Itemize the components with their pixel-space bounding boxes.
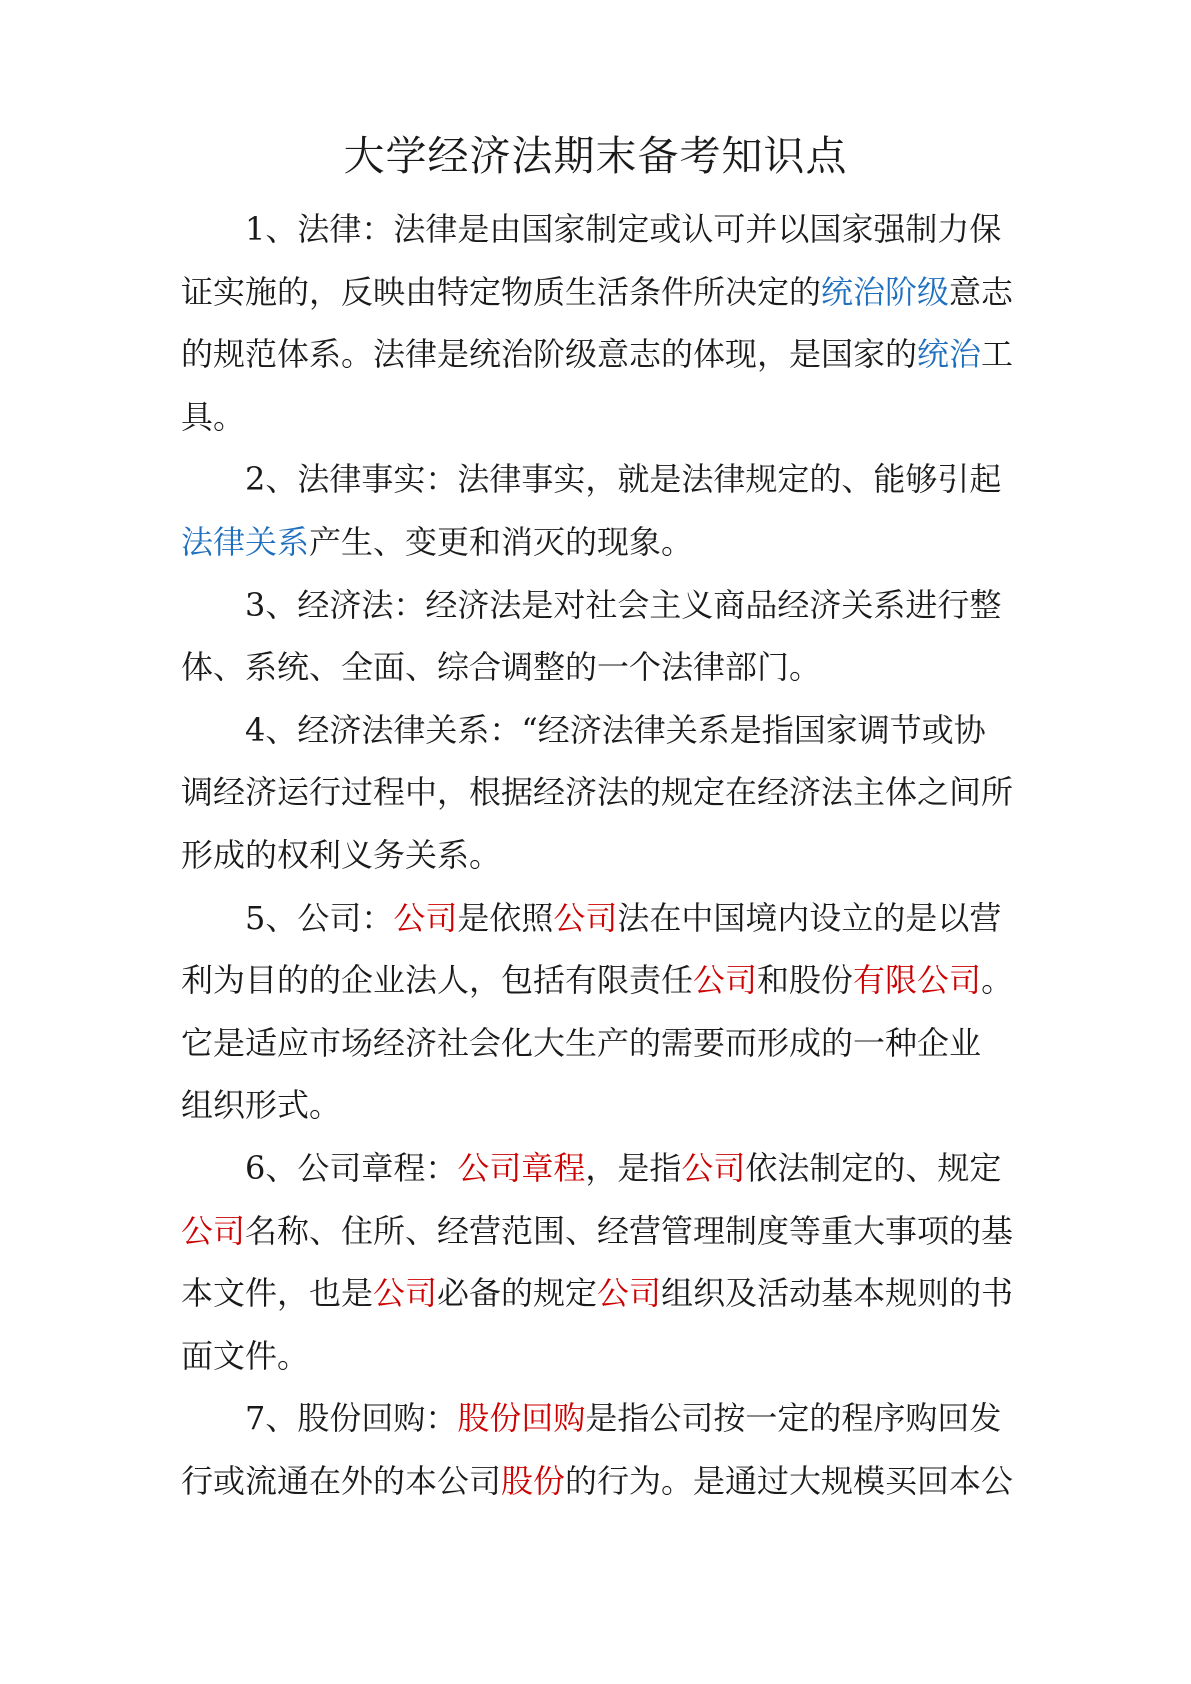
text-line xyxy=(181,1074,1031,1137)
text-segment: 6、公司章程： xyxy=(245,1148,458,1187)
text-segment: 依法制定的、规定 xyxy=(745,1148,1002,1187)
highlighted-term: 统治 xyxy=(917,335,982,374)
highlighted-term: 股份回购 xyxy=(457,1399,586,1438)
text-line xyxy=(181,761,1031,824)
highlighted-term: 公司 xyxy=(373,1274,438,1313)
text-segment: 形成的权利义务关系。 xyxy=(181,835,502,874)
paragraph xyxy=(181,198,1031,448)
text-line xyxy=(181,323,1031,386)
text-segment: 1、法律：法律是由国家制定或认可并以国家强制力保 xyxy=(245,210,1002,248)
text-segment: 证实施的，反映由特定物质生活条件所决定的 xyxy=(181,272,822,311)
text-segment: 利为目的的企业法人，包括有限责任 xyxy=(181,961,694,1000)
text-segment: 4、经济法律关系：“经济法律关系是指国家调节或协 xyxy=(245,710,986,749)
highlighted-term: 股份 xyxy=(501,1461,566,1500)
text-line xyxy=(181,636,1031,699)
text-segment: 必备的规定 xyxy=(437,1274,598,1313)
text-segment: 工 xyxy=(981,335,1014,374)
highlighted-term: 公司 xyxy=(553,898,618,937)
text-line xyxy=(181,699,1031,762)
text-line xyxy=(181,1137,1031,1200)
text-segment: 法在中国境内设立的是以营 xyxy=(617,898,1002,937)
text-line xyxy=(181,824,1031,887)
text-segment: 组织形式。 xyxy=(181,1086,342,1125)
text-segment: 面文件。 xyxy=(181,1336,310,1375)
text-segment: 3、经济法：经济法是对社会主义商品经济关系进行整 xyxy=(245,585,1002,624)
text-line xyxy=(181,261,1031,324)
text-segment: 的行为。是通过大规模买回本公 xyxy=(565,1461,1014,1500)
text-segment: 调经济运行过程中，根据经济法的规定在经济法主体之间所 xyxy=(181,773,1014,812)
highlighted-term: 公司 xyxy=(693,961,758,1000)
text-segment: 是依照 xyxy=(457,898,554,937)
text-segment: 意志 xyxy=(949,272,1014,311)
highlighted-term: 公司 xyxy=(597,1274,662,1313)
text-segment: 和股份 xyxy=(757,961,854,1000)
highlighted-term: 法律关系 xyxy=(181,522,310,561)
highlighted-term: 公司 xyxy=(681,1148,746,1187)
paragraph xyxy=(181,1387,1031,1512)
text-line xyxy=(181,1012,1031,1075)
text-line xyxy=(181,448,1031,511)
text-segment: 它是适应市场经济社会化大生产的需要而形成的一种企业 xyxy=(181,1023,982,1062)
highlighted-term: 有限公司 xyxy=(853,961,982,1000)
highlighted-term: 公司 xyxy=(181,1211,246,1250)
text-segment: 产生、变更和消灭的现象。 xyxy=(309,522,694,561)
document-body xyxy=(181,198,1031,1512)
text-line xyxy=(181,1387,1031,1450)
text-line xyxy=(181,1450,1031,1513)
text-segment: 2、法律事实：法律事实，就是法律规定的、能够引起 xyxy=(245,460,1002,499)
text-line xyxy=(181,887,1031,950)
text-segment: 。 xyxy=(981,961,1014,1000)
text-segment: ，是指 xyxy=(585,1148,682,1187)
text-line xyxy=(181,1200,1031,1263)
text-segment: 7、股份回购： xyxy=(245,1399,458,1438)
text-segment: 本文件，也是 xyxy=(181,1274,374,1313)
text-segment: 具。 xyxy=(181,397,246,436)
highlighted-term: 公司 xyxy=(393,898,458,937)
text-segment: 5、公司： xyxy=(245,898,394,937)
text-line xyxy=(181,198,1031,261)
text-segment: 名称、住所、经营范围、经营管理制度等重大事项的基 xyxy=(245,1211,1014,1250)
text-line xyxy=(181,574,1031,637)
text-segment: 体、系统、全面、综合调整的一个法律部门。 xyxy=(181,648,822,687)
text-segment: 行或流通在外的本公司 xyxy=(181,1461,502,1500)
text-line xyxy=(181,1262,1031,1325)
highlighted-term: 公司章程 xyxy=(457,1148,586,1187)
text-line xyxy=(181,1325,1031,1388)
text-line xyxy=(181,386,1031,449)
paragraph xyxy=(181,1137,1031,1387)
document-title: 大学经济法期末备考知识点 xyxy=(343,132,848,180)
paragraph xyxy=(181,699,1031,887)
text-segment: 的规范体系。法律是统治阶级意志的体现，是国家的 xyxy=(181,335,918,374)
highlighted-term: 统治阶级 xyxy=(821,272,950,311)
paragraph xyxy=(181,887,1031,1137)
text-segment: 组织及活动基本规则的书 xyxy=(661,1274,1014,1313)
text-line xyxy=(181,949,1031,1012)
text-segment: 是指公司按一定的程序购回发 xyxy=(585,1399,1002,1438)
paragraph xyxy=(181,574,1031,699)
paragraph xyxy=(181,448,1031,573)
text-line xyxy=(181,511,1031,574)
